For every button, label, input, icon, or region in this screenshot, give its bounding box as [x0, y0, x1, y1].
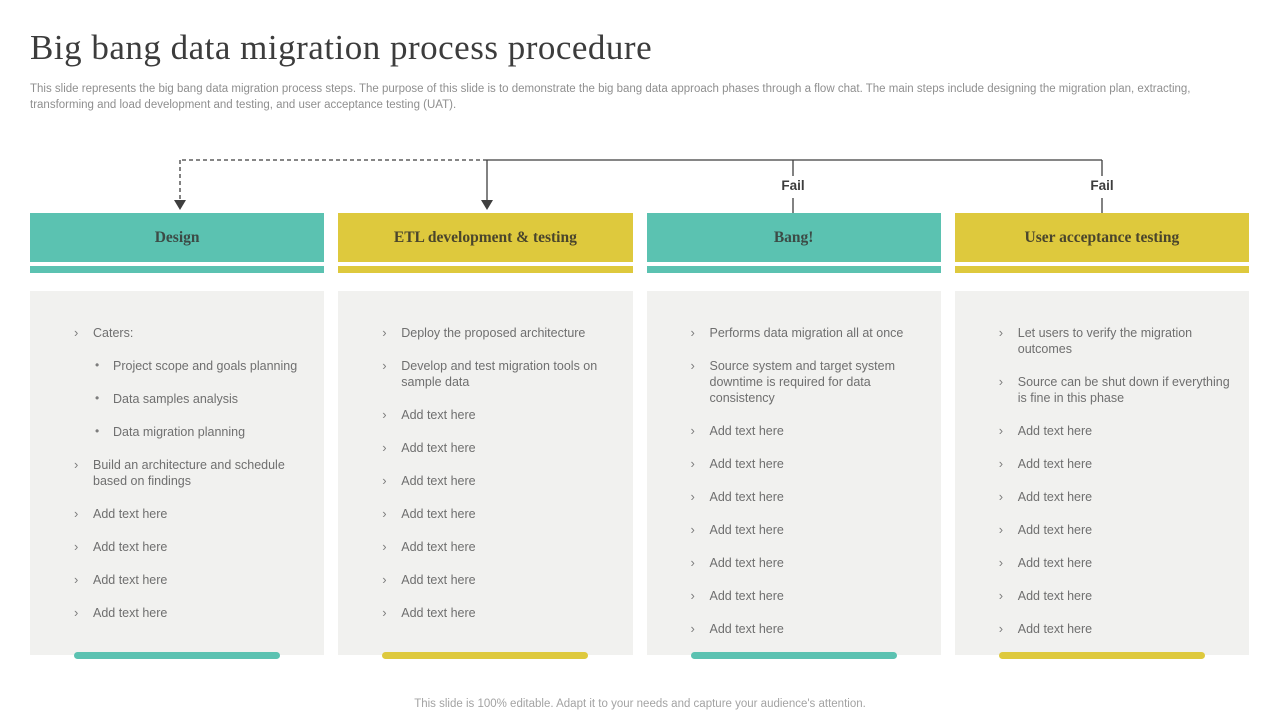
chevron-bullet-icon: ›	[690, 325, 695, 340]
list-item-placeholder[interactable]: › Add text here	[382, 572, 476, 587]
chevron-bullet-icon: ›	[690, 588, 695, 603]
chevron-bullet-icon: ›	[690, 522, 695, 537]
column-design	[30, 213, 324, 655]
chevron-bullet-icon: ›	[382, 506, 387, 521]
list-item-placeholder[interactable]: › Add text here	[382, 506, 476, 521]
list-item-placeholder[interactable]: › Add text here	[690, 423, 784, 438]
column-bang-accent-bar	[691, 652, 897, 659]
list-item-placeholder[interactable]: › Add text here	[998, 621, 1093, 636]
list-item: › Develop and test migration tools on sample data	[382, 358, 598, 389]
column-design-body	[30, 291, 324, 655]
dot-bullet-icon: •	[95, 358, 100, 372]
chevron-bullet-icon: ›	[998, 555, 1004, 570]
column-bang-underline	[647, 266, 941, 273]
list-item-placeholder[interactable]: › Add text here	[382, 407, 476, 422]
list-item-placeholder[interactable]: › Add text here	[998, 489, 1093, 504]
column-design-header: Design	[30, 213, 324, 262]
column-uat-underline	[955, 266, 1249, 273]
list-item-placeholder[interactable]: › Add text here	[690, 489, 784, 504]
list-item: › Source system and target system downtime is required for data consistency	[690, 358, 895, 405]
list-item: › Deploy the proposed architecture	[382, 325, 586, 340]
fail-label-uat: Fail	[1086, 178, 1117, 193]
chevron-bullet-icon: ›	[690, 555, 695, 570]
chevron-bullet-icon: ›	[382, 572, 387, 587]
chevron-bullet-icon: ›	[690, 621, 695, 636]
chevron-bullet-icon: ›	[382, 539, 387, 554]
dot-bullet-icon: •	[95, 424, 100, 438]
column-etl-underline	[338, 266, 632, 273]
chevron-bullet-icon: ›	[998, 522, 1004, 537]
editable-note: This slide is 100% editable. Adapt it to your needs and capture your audience's attention.	[414, 698, 866, 710]
list-item: › Caters:	[74, 325, 134, 340]
chevron-bullet-icon: ›	[690, 489, 695, 504]
page-title: Big bang data migration process procedure	[30, 28, 653, 67]
dot-bullet-icon: •	[95, 391, 100, 405]
chevron-bullet-icon: ›	[382, 407, 387, 422]
chevron-bullet-icon: ›	[998, 325, 1004, 340]
column-etl-header: ETL development & testing	[338, 213, 632, 262]
list-item-placeholder[interactable]: › Add text here	[998, 588, 1093, 603]
column-bang	[647, 213, 941, 655]
arrowhead-design	[174, 200, 186, 210]
list-item: › Source can be shut down if everything is fine in this phase	[998, 374, 1230, 405]
column-etl	[338, 213, 632, 655]
list-item-placeholder[interactable]: › Add text here	[998, 456, 1093, 471]
chevron-bullet-icon: ›	[382, 473, 387, 488]
list-item: • Project scope and goals planning	[95, 358, 298, 373]
list-item-placeholder[interactable]: › Add text here	[690, 456, 784, 471]
list-item-placeholder[interactable]: › Add text here	[74, 539, 168, 554]
list-item: › Performs data migration all at once	[690, 325, 904, 340]
column-etl-accent-bar	[382, 652, 588, 659]
chevron-bullet-icon: ›	[998, 489, 1004, 504]
fail-label-bang: Fail	[777, 178, 808, 193]
chevron-bullet-icon: ›	[74, 457, 79, 472]
chevron-bullet-icon: ›	[74, 539, 79, 554]
list-item: • Data migration planning	[95, 424, 246, 439]
chevron-bullet-icon: ›	[382, 605, 387, 620]
chevron-bullet-icon: ›	[74, 572, 79, 587]
chevron-bullet-icon: ›	[690, 423, 695, 438]
column-bang-header: Bang!	[647, 213, 941, 262]
chevron-bullet-icon: ›	[690, 456, 695, 471]
list-item: › Build an architecture and schedule based on findings	[74, 457, 285, 488]
column-uat-header: User acceptance testing	[955, 213, 1249, 262]
chevron-bullet-icon: ›	[690, 358, 695, 373]
list-item-placeholder[interactable]: › Add text here	[690, 555, 784, 570]
arrowhead-etl	[481, 200, 493, 210]
chevron-bullet-icon: ›	[998, 423, 1004, 438]
chevron-bullet-icon: ›	[382, 440, 387, 455]
list-item-placeholder[interactable]: › Add text here	[998, 522, 1093, 537]
list-item-placeholder[interactable]: › Add text here	[74, 572, 168, 587]
chevron-bullet-icon: ›	[998, 456, 1004, 471]
column-uat-accent-bar	[999, 652, 1205, 659]
slide-description: This slide represents the big bang data migration process steps. The purpose of this slide is to demonstrate the big bang data approach phases through a flow chat. The main steps include designing the migration plan, extracting, transforming and load development and testing, and user acceptance testing (UAT).	[30, 83, 1191, 111]
column-etl-body	[338, 291, 632, 655]
list-item-placeholder[interactable]: › Add text here	[690, 621, 784, 636]
column-bang-body	[647, 291, 941, 655]
list-item-placeholder[interactable]: › Add text here	[382, 605, 476, 620]
list-item-placeholder[interactable]: › Add text here	[74, 506, 168, 521]
process-columns	[30, 213, 1249, 655]
list-item-placeholder[interactable]: › Add text here	[998, 423, 1093, 438]
column-uat-body	[955, 291, 1249, 655]
list-item-placeholder[interactable]: › Add text here	[690, 588, 784, 603]
chevron-bullet-icon: ›	[998, 621, 1004, 636]
chevron-bullet-icon: ›	[74, 605, 79, 620]
list-item-placeholder[interactable]: › Add text here	[690, 522, 784, 537]
chevron-bullet-icon: ›	[998, 588, 1004, 603]
column-design-accent-bar	[74, 652, 280, 659]
list-item-placeholder[interactable]: › Add text here	[382, 440, 476, 455]
list-item-placeholder[interactable]: › Add text here	[382, 539, 476, 554]
chevron-bullet-icon: ›	[382, 325, 387, 340]
list-item: › Let users to verify the migration outcomes	[998, 325, 1193, 356]
column-uat	[955, 213, 1249, 655]
chevron-bullet-icon: ›	[382, 358, 387, 373]
list-item-placeholder[interactable]: › Add text here	[74, 605, 168, 620]
chevron-bullet-icon: ›	[74, 325, 79, 340]
chevron-bullet-icon: ›	[998, 374, 1004, 389]
list-item-placeholder[interactable]: › Add text here	[998, 555, 1093, 570]
list-item-placeholder[interactable]: › Add text here	[382, 473, 476, 488]
list-item: • Data samples analysis	[95, 391, 239, 406]
chevron-bullet-icon: ›	[74, 506, 79, 521]
column-design-underline	[30, 266, 324, 273]
